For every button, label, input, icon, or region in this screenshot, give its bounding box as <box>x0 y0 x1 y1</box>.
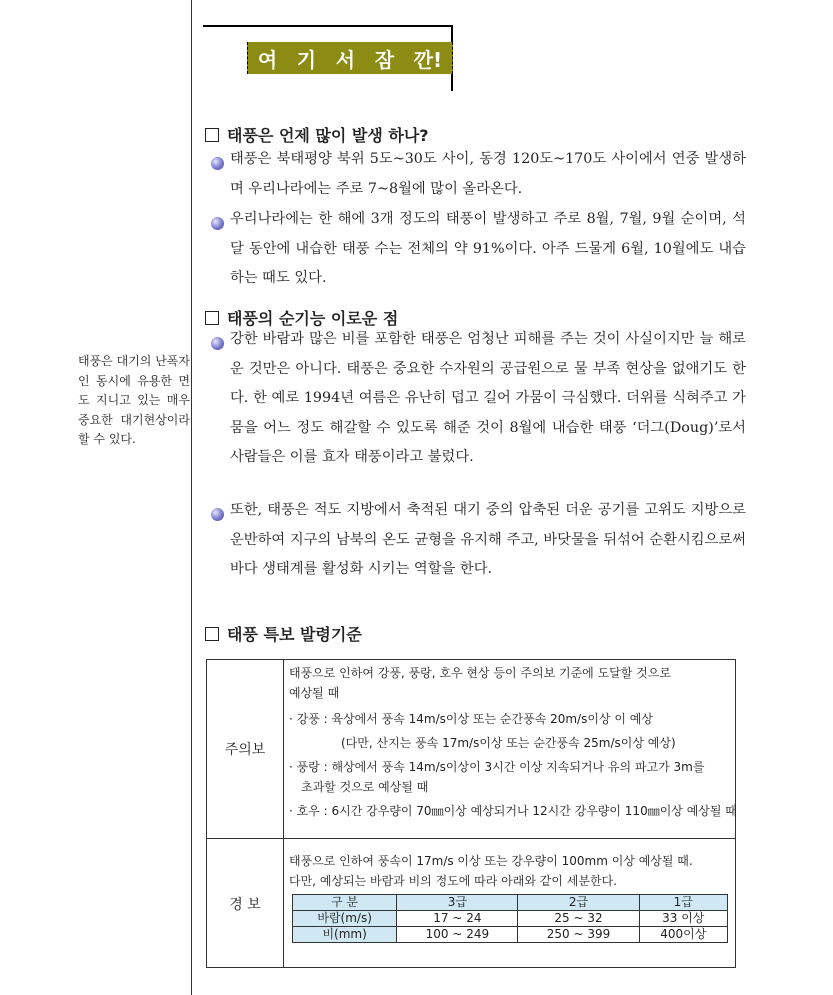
alert-criteria-table <box>206 659 736 968</box>
header-frame-top <box>203 25 453 27</box>
warning-label: 경 보 <box>207 838 284 968</box>
table-cell: 33 이상 <box>639 911 727 927</box>
checkbox-square-icon <box>205 311 219 325</box>
table-row <box>293 895 728 911</box>
table-row <box>293 911 728 927</box>
table-cell: 17 ~ 24 <box>397 911 518 927</box>
paragraph: 또한, 태풍은 적도 지방에서 축적된 대기 중의 압축된 더운 공기를 고위도 지방으로 운반하여 지구의 남북의 온도 균형을 유지해 주고, 바닷물을 뒤섞어 순환시킴으로써 바다 생태계를 활성화 시키는 역할을 한다. <box>230 502 746 577</box>
table-row-header: 비(mm) <box>293 927 397 943</box>
watch-wind-note: (다만, 산지는 풍속 17m/s이상 또는 순간풍속 25m/s이상 예상) <box>341 736 676 750</box>
bullet-icon <box>211 157 224 170</box>
paragraph: 강한 바람과 많은 비를 포함한 태풍은 엄청난 피해를 주는 것이 사실이지만 늘 해로운 것만은 아니다. 태풍은 중요한 수자원의 공급원으로 물 부족 현상을 없애기도 한다. 한 예로 1994년 여름은 유난히 덥고 길어 가뭄이 극심했다. 더위를 식혀주고 가뭄을 어느 정도 해갈할 수 있도록 해준 것이 8월에 내습한 태풍 ‘더그(Doug)’로서 사람들은 이를 효자 태풍이라고 불렀다. <box>230 331 746 465</box>
warning-intro-line: 태풍으로 인하여 풍속이 17m/s 이상 또는 강우량이 100mm 이상 예상될 때. <box>289 854 693 868</box>
table-cell: 250 ~ 399 <box>518 927 639 943</box>
section-heading-alert-criteria: 태풍 특보 발령기준 <box>205 622 362 645</box>
bullet-icon <box>211 217 224 230</box>
section-heading-benefits: 태풍의 순기능 이로운 점 <box>205 306 398 329</box>
table-row-header: 바람(m/s) <box>293 911 397 927</box>
watch-intro-line: 예상될 때 <box>289 686 340 700</box>
watch-wave-line: · 풍랑 : 해상에서 풍속 14m/s이상이 3시간 이상 지속되거나 유의 파고가 3m를 <box>289 760 705 774</box>
header-char: 깐! <box>413 47 443 72</box>
watch-wind-line: · 강풍 : 육상에서 풍속 14m/s이상 또는 순간풍속 20m/s이상 이 예상 <box>289 712 653 726</box>
header-char: 서 <box>335 47 356 72</box>
checkbox-square-icon <box>205 627 219 641</box>
table-header-cell: 3급 <box>397 895 518 911</box>
table-header-cell: 2급 <box>518 895 639 911</box>
table-row <box>293 927 728 943</box>
header-char: 잠 <box>374 47 395 72</box>
warning-details <box>284 838 735 968</box>
header-char: 기 <box>296 47 317 72</box>
watch-wave-line: 초과할 것으로 예상될 때 <box>301 780 429 794</box>
watch-details <box>284 660 735 838</box>
margin-divider <box>191 0 192 995</box>
section-heading-occurrence: 태풍은 언제 많이 발생 하나? <box>205 123 429 146</box>
warning-grade-table <box>292 894 728 943</box>
table-cell: 25 ~ 32 <box>518 911 639 927</box>
table-cell: 400이상 <box>639 927 727 943</box>
paragraph: 우리나라에는 한 해에 3개 정도의 태풍이 발생하고 주로 8월, 7월, 9월 순이며, 석 달 동안에 내습한 태풍 수는 전체의 약 91%이다. 아주 드물게 6월, 10월에도 내습하는 때도 있다. <box>230 211 746 286</box>
side-note: 태풍은 대기의 난폭자인 동시에 유용한 면도 지니고 있는 매우 중요한 대기현상이라 할 수 있다. <box>78 354 190 446</box>
header-banner <box>247 42 453 74</box>
paragraph: 태풍은 북태평양 북위 5도~30도 사이, 동경 120도~170도 사이에서 연중 발생하며 우리나라에는 주로 7~8월에 많이 올라온다. <box>230 151 746 197</box>
bullet-icon <box>211 508 224 521</box>
table-cell: 100 ~ 249 <box>397 927 518 943</box>
watch-label: 주의보 <box>207 660 284 838</box>
watch-rain-line: · 호우 : 6시간 강우량이 70㎜이상 예상되거나 12시간 강우량이 110㎜이상 예상될 때 <box>289 804 737 818</box>
checkbox-square-icon <box>205 128 219 142</box>
bullet-icon <box>211 337 224 350</box>
warning-intro-line: 다만, 예상되는 바람과 비의 정도에 따라 아래와 같이 세분한다. <box>289 874 617 888</box>
header-char: 여 <box>257 47 278 72</box>
watch-intro-line: 태풍으로 인하여 강풍, 풍랑, 호우 현상 등이 주의보 기준에 도달할 것으로 <box>289 666 671 680</box>
table-header-cell: 구 분 <box>293 895 397 911</box>
table-header-cell: 1급 <box>639 895 727 911</box>
